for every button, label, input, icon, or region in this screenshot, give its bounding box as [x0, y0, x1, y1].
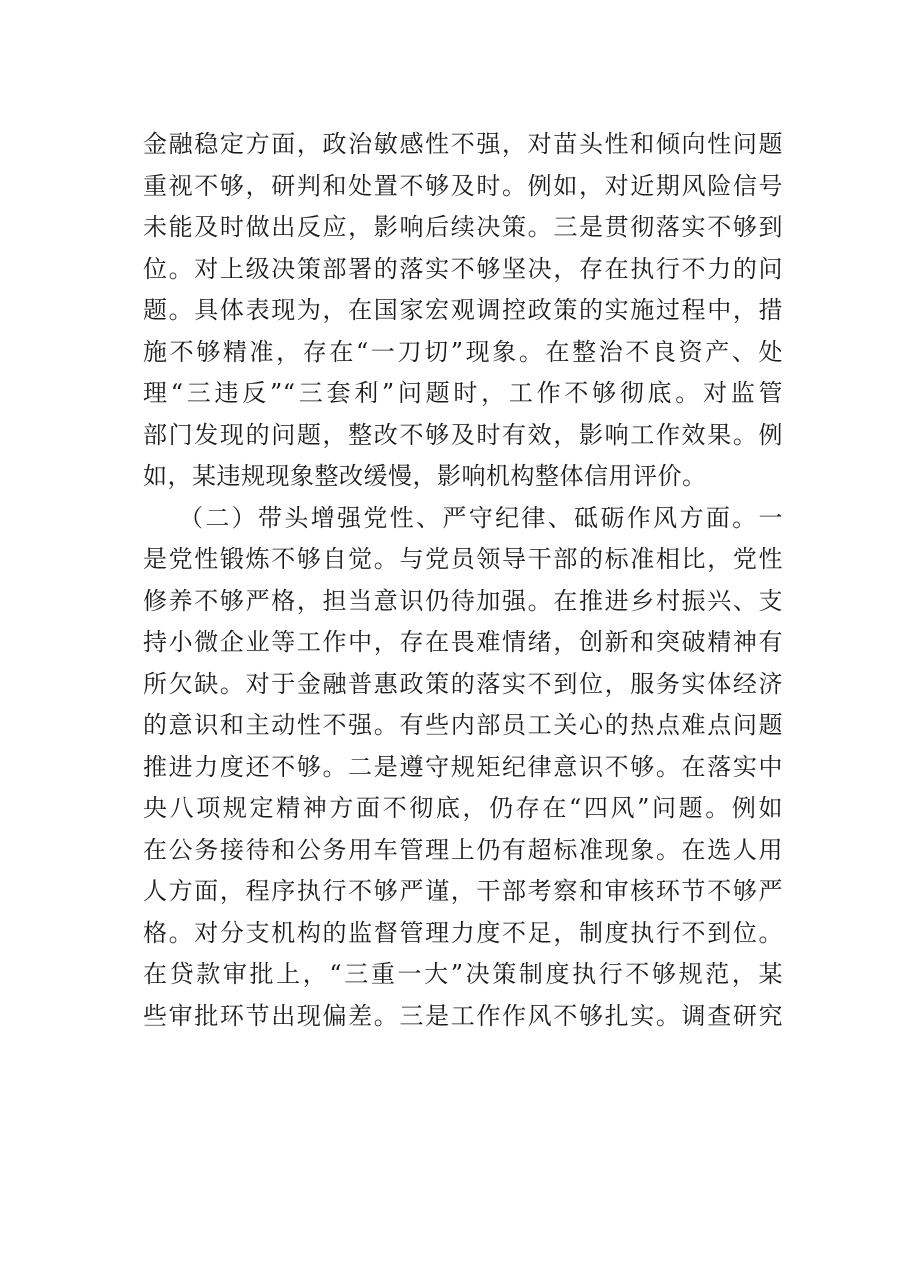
text-line: 的意识和主动性不强。有些内部员工关心的热点难点问题 [143, 711, 783, 739]
text-line: 金融稳定方面，政治敏感性不强，对苗头性和倾向性问题 [143, 130, 783, 158]
document-body [143, 124, 783, 1037]
text-line: 理“三违反”“三套利”问题时，工作不够彻底。对监管 [143, 379, 783, 407]
text-line: 央八项规定精神方面不彻底，仍存在“四风”问题。例如 [143, 794, 783, 822]
text-line: 施不够精准，存在“一刀切”现象。在整治不良资产、处 [143, 337, 783, 366]
text-line: 在贷款审批上，“三重一大”决策制度执行不够规范，某 [143, 960, 783, 988]
text-line: 格。对分支机构的监督管理力度不足，制度执行不到位。 [143, 918, 783, 947]
text-line: 修养不够严格，担当意识仍待加强。在推进乡村振兴、支 [143, 586, 783, 615]
text-line: 如，某违规现象整改缓慢，影响机构整体信用评价。 [143, 462, 707, 490]
text-line: 在公务接待和公务用车管理上仍有超标准现象。在选人用 [143, 835, 783, 864]
section-heading-line: （二）带头增强党性、严守纪律、砥砺作风方面。一 [179, 503, 783, 532]
text-line: 题。具体表现为，在国家宏观调控政策的实施过程中，措 [143, 296, 783, 324]
text-line: 所欠缺。对于金融普惠政策的落实不到位，服务实体经济 [143, 669, 783, 698]
text-line: 些审批环节出现偏差。三是工作作风不够扎实。调查研究 [143, 1001, 783, 1030]
text-line: 持小微企业等工作中，存在畏难情绪，创新和突破精神有 [143, 628, 783, 656]
text-line: 重视不够，研判和处置不够及时。例如，对近期风险信号 [143, 171, 783, 200]
text-line: 部门发现的问题，整改不够及时有效，影响工作效果。例 [143, 420, 783, 449]
text-line: 是党性锻炼不够自觉。与党员领导干部的标准相比，党性 [143, 545, 783, 573]
text-line: 人方面，程序执行不够严谨，干部考察和审核环节不够严 [143, 877, 783, 905]
text-line: 未能及时做出反应，影响后续决策。三是贯彻落实不够到 [143, 213, 783, 241]
text-line: 推进力度还不够。二是遵守规矩纪律意识不够。在落实中 [143, 752, 783, 781]
text-line: 位。对上级决策部署的落实不够坚决，存在执行不力的问 [143, 254, 783, 283]
